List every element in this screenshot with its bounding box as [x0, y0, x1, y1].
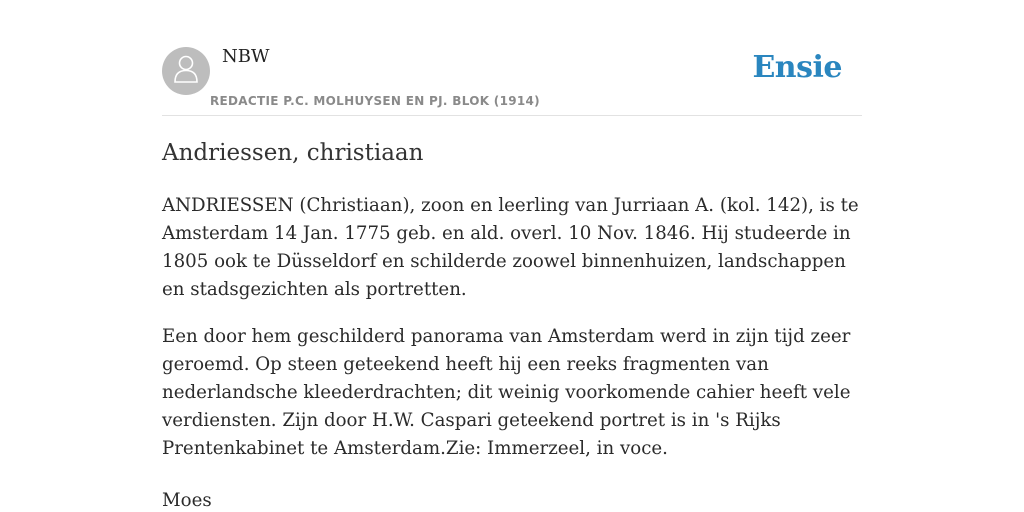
source-subtitle: REDACTIE P.C. MOLHUYSEN EN PJ. BLOK (1914) — [210, 94, 540, 108]
article-paragraph: ANDRIESSEN (Christiaan), zoon en leerling van Jurriaan A. (kol. 142), is te Amsterdam 14 Jan. 1775 geb. en ald. overl. 10 Nov. 1846. Hij studeerde in 1805 ook te Düsseldorf en schilderde zoowel binnenhuizen, landschappen en stadsgezichten als portretten. — [162, 195, 859, 300]
source-header — [162, 0, 862, 116]
source-name[interactable]: NBW — [222, 46, 270, 67]
avatar[interactable] — [162, 47, 210, 95]
article-body — [162, 192, 862, 512]
article-author: Moes — [162, 490, 212, 511]
article-title: Andriessen, christiaan — [162, 140, 424, 166]
user-icon — [173, 54, 199, 89]
ensie-logo[interactable]: Ensie — [752, 50, 842, 85]
article-paragraph: Een door hem geschilderd panorama van Amsterdam werd in zijn tijd zeer geroemd. Op steen geteekend heeft hij een reeks fragmenten van nederlandsche kleederdrachten; dit weinig voorkomende cahier heeft vele verdiensten. Zijn door H.W. Caspari geteekend portret is in 's Rijks Prentenkabinet te Amsterdam.Zie: Immerzeel, in voce. — [162, 326, 851, 459]
